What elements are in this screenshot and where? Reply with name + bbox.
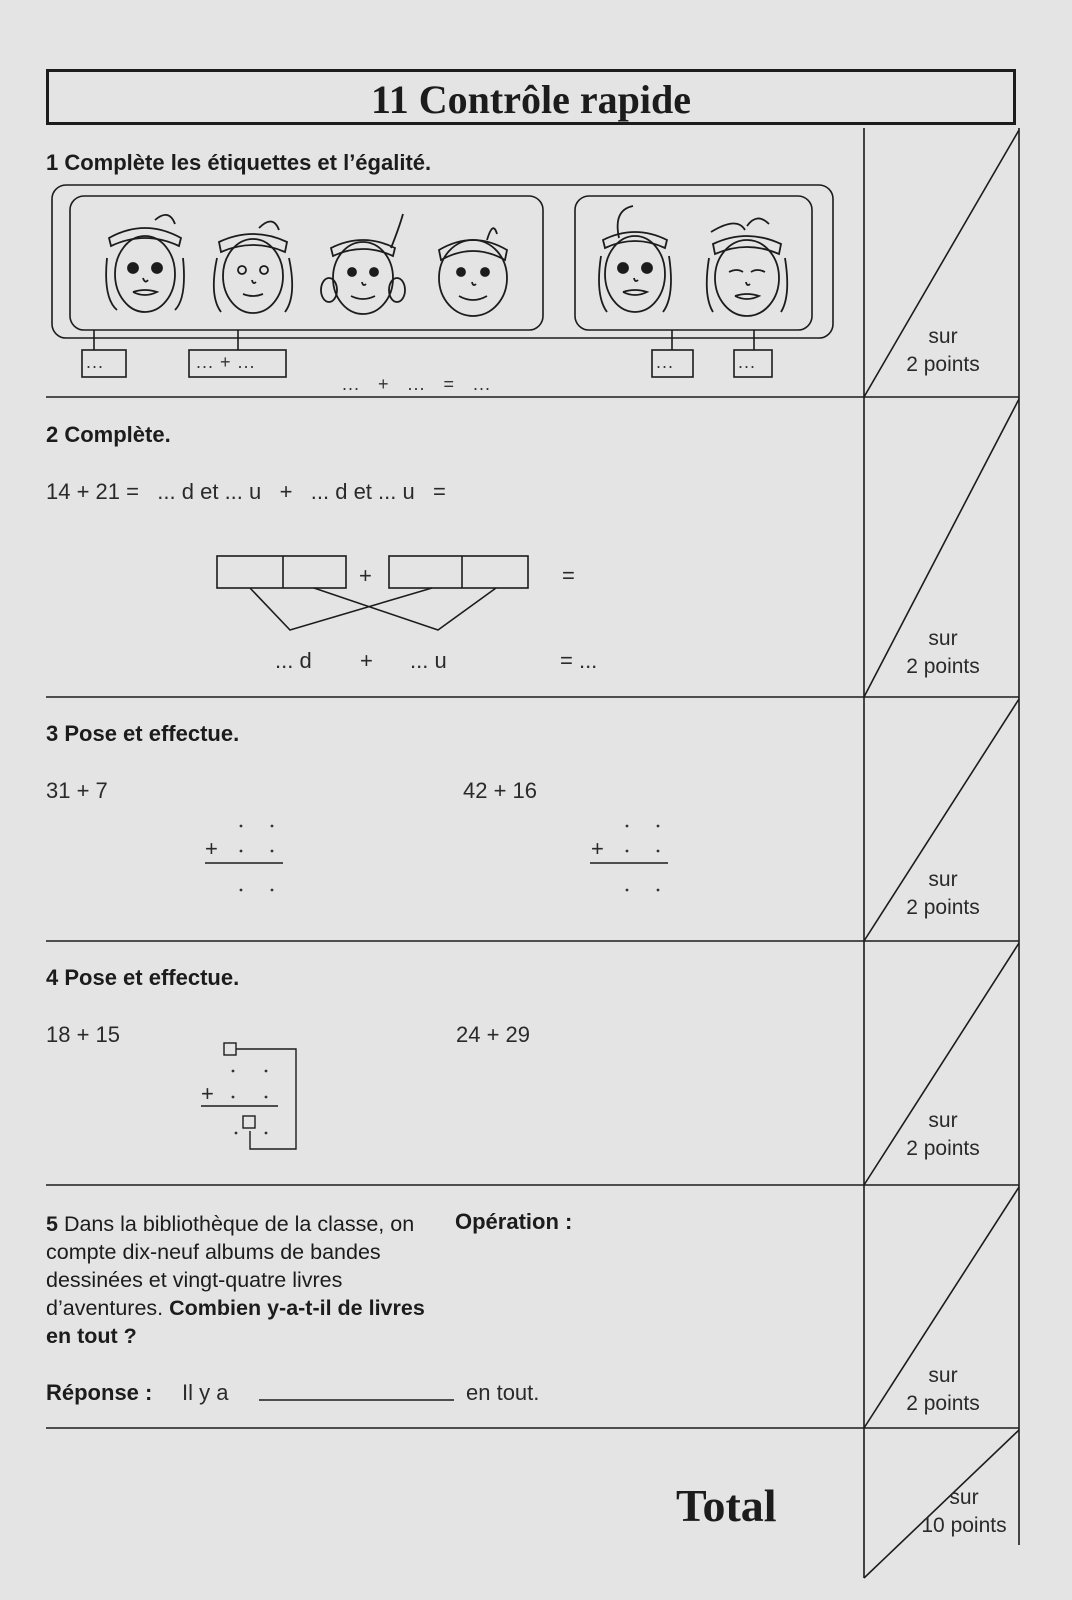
- q4-carry-diagram: [201, 1043, 296, 1149]
- q2-title: 2 Complète.: [46, 422, 171, 447]
- score-sur: sur: [949, 1486, 979, 1509]
- page-title: 11 Contrôle rapide: [371, 77, 691, 122]
- q4-operation-1: 18 + 15: [46, 1022, 121, 1047]
- face-icon: [707, 218, 788, 316]
- q4-title: 4 Pose et effectue.: [46, 965, 240, 990]
- q5-answer-pre: Il y a: [182, 1380, 229, 1405]
- q2-bottom-d[interactable]: ... d: [275, 648, 312, 673]
- q1-score: [888, 323, 998, 379]
- q5-answer-label: Réponse :: [46, 1380, 153, 1405]
- score-sur: sur: [928, 1364, 958, 1387]
- face-icon: [599, 206, 671, 312]
- q1-tag-2[interactable]: ... + ...: [196, 352, 256, 372]
- score-points: 2 points: [906, 353, 980, 376]
- q2-diagram: [217, 556, 528, 630]
- q2-bottom-result[interactable]: = ...: [560, 648, 598, 673]
- q4-operation-2: 24 + 29: [456, 1022, 531, 1047]
- score-points: 2 points: [906, 1392, 980, 1415]
- q3-plus-1: +: [205, 836, 218, 861]
- total-score: [904, 1484, 1024, 1540]
- title-box: [46, 69, 1016, 125]
- q3-operation-1: 31 + 7: [46, 778, 108, 803]
- face-icon: [214, 221, 292, 313]
- q1-tag-4[interactable]: ...: [738, 352, 757, 372]
- q2-score: [888, 625, 998, 681]
- q5-score: [888, 1362, 998, 1418]
- q5-number: 5: [46, 1212, 58, 1236]
- q3-plus-2: +: [591, 836, 604, 861]
- q1-equality[interactable]: ... + ... = ...: [342, 374, 492, 394]
- q2-bottom-plus: +: [360, 648, 373, 673]
- score-points: 2 points: [906, 1137, 980, 1160]
- q5-question: Combien y-a-t-il de livres en tout ?: [46, 1296, 425, 1348]
- q1-title: 1 Complète les étiquettes et l’égalité.: [46, 150, 432, 175]
- q1-tag-3[interactable]: ...: [656, 352, 675, 372]
- face-icon: [439, 228, 507, 316]
- q5-operation-label: Opération :: [455, 1209, 573, 1234]
- q1-tag-1[interactable]: ...: [86, 352, 105, 372]
- q5-text: Dans la bibliothèque de la classe, on compte dix-neuf albums de bandes dessinées et vingt-quatre livres d’aventures.: [46, 1212, 415, 1320]
- q2-bottom-u[interactable]: ... u: [410, 648, 447, 673]
- total-label: Total: [676, 1480, 777, 1531]
- face-icon: [106, 215, 184, 312]
- score-sur: sur: [928, 627, 958, 650]
- q4-dots: [232, 1070, 268, 1135]
- score-points: 10 points: [921, 1514, 1007, 1537]
- child-faces: [106, 206, 787, 316]
- q2-line[interactable]: 14 + 21 = ... d et ... u + ... d et ... u =: [46, 479, 446, 504]
- q5-answer-post: en tout.: [466, 1380, 540, 1405]
- score-sur: sur: [928, 325, 958, 348]
- q3-title: 3 Pose et effectue.: [46, 721, 240, 746]
- q3-operation-2: 42 + 16: [463, 778, 538, 803]
- q2-plus: +: [359, 563, 372, 588]
- q2-equals: =: [562, 563, 575, 588]
- score-points: 2 points: [906, 655, 980, 678]
- q4-score: [888, 1107, 998, 1163]
- score-points: 2 points: [906, 896, 980, 919]
- q3-score: [888, 866, 998, 922]
- score-sur: sur: [928, 1109, 958, 1132]
- q5-problem: [46, 1210, 438, 1350]
- q4-plus: +: [201, 1081, 214, 1106]
- score-sur: sur: [928, 868, 958, 891]
- face-icon: [321, 214, 405, 314]
